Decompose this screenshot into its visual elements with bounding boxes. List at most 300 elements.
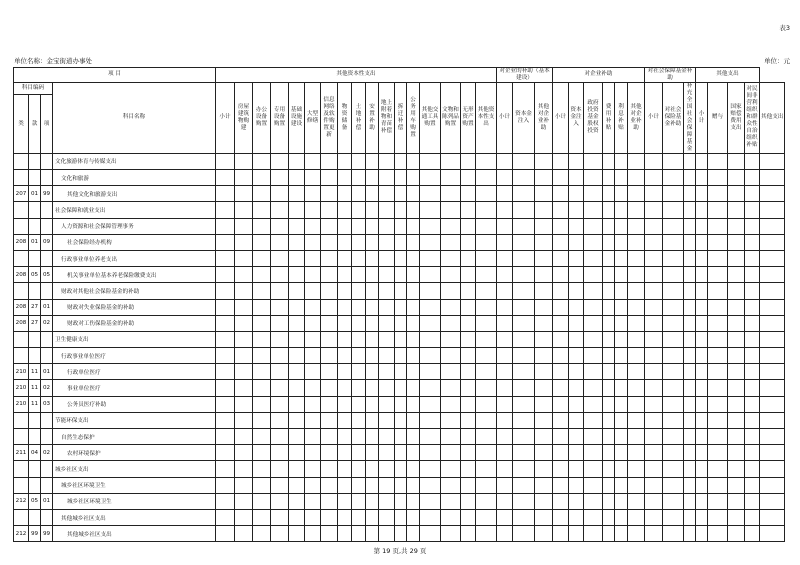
subject-code-lei	[14, 202, 29, 218]
column-header: 其他资本性支出	[476, 82, 497, 153]
table-row	[14, 348, 785, 364]
value-cell	[366, 250, 379, 266]
value-cell	[305, 493, 321, 509]
value-cell	[305, 429, 321, 445]
value-cell	[379, 331, 395, 347]
value-cell	[321, 526, 338, 542]
value-cell	[216, 250, 235, 266]
value-cell	[338, 186, 352, 202]
value-cell	[407, 493, 420, 509]
value-cell	[235, 186, 253, 202]
value-cell	[684, 267, 696, 283]
value-cell	[321, 315, 338, 331]
subject-code-kuan: 27	[29, 299, 41, 315]
value-cell	[338, 299, 352, 315]
value-cell	[645, 380, 663, 396]
value-cell	[708, 331, 728, 347]
subject-name: 文化旅游体育与传媒支出	[53, 153, 216, 169]
value-cell	[461, 348, 476, 364]
value-cell	[728, 153, 745, 169]
value-cell	[235, 429, 253, 445]
value-cell	[321, 396, 338, 412]
value-cell	[663, 283, 684, 299]
value-cell	[584, 315, 603, 331]
subject-code-lei: 210	[14, 364, 29, 380]
value-cell	[553, 348, 569, 364]
value-cell	[684, 412, 696, 428]
value-cell	[615, 396, 628, 412]
subject-code-lei: 208	[14, 315, 29, 331]
value-cell	[684, 396, 696, 412]
value-cell	[420, 493, 441, 509]
value-cell	[645, 250, 663, 266]
value-cell	[628, 477, 645, 493]
value-cell	[628, 218, 645, 234]
value-cell	[684, 429, 696, 445]
value-cell	[420, 526, 441, 542]
value-cell	[441, 412, 461, 428]
value-cell	[305, 186, 321, 202]
value-cell	[420, 250, 441, 266]
value-cell	[760, 493, 785, 509]
value-cell	[420, 234, 441, 250]
table-row	[14, 218, 785, 234]
column-header: 信息网络及软件购置更新	[321, 82, 338, 153]
value-cell	[461, 331, 476, 347]
value-cell	[379, 170, 395, 186]
value-cell	[338, 445, 352, 461]
value-cell	[696, 477, 708, 493]
value-cell	[321, 461, 338, 477]
value-cell	[476, 234, 497, 250]
value-cell	[289, 396, 305, 412]
value-cell	[253, 429, 271, 445]
value-cell	[441, 299, 461, 315]
value-cell	[289, 218, 305, 234]
value-cell	[584, 202, 603, 218]
value-cell	[645, 267, 663, 283]
value-cell	[461, 267, 476, 283]
subject-code-kuan	[29, 153, 41, 169]
value-cell	[628, 186, 645, 202]
value-cell	[615, 267, 628, 283]
value-cell	[420, 412, 441, 428]
value-cell	[379, 283, 395, 299]
value-cell	[745, 202, 760, 218]
subject-code-lei: 210	[14, 396, 29, 412]
value-cell	[708, 493, 728, 509]
value-cell	[684, 445, 696, 461]
value-cell	[615, 186, 628, 202]
value-cell	[395, 509, 407, 525]
value-cell	[553, 493, 569, 509]
value-cell	[420, 153, 441, 169]
value-cell	[696, 267, 708, 283]
value-cell	[760, 250, 785, 266]
value-cell	[663, 299, 684, 315]
value-cell	[628, 331, 645, 347]
value-cell	[461, 234, 476, 250]
column-header: 利息补贴	[615, 82, 628, 153]
value-cell	[513, 331, 535, 347]
value-cell	[461, 396, 476, 412]
value-cell	[407, 396, 420, 412]
value-cell	[420, 186, 441, 202]
subject-name: 社会保障和就业支出	[53, 202, 216, 218]
value-cell	[461, 218, 476, 234]
value-cell	[615, 380, 628, 396]
value-cell	[535, 412, 553, 428]
value-cell	[407, 509, 420, 525]
value-cell	[584, 250, 603, 266]
value-cell	[684, 186, 696, 202]
value-cell	[708, 170, 728, 186]
value-cell	[235, 526, 253, 542]
value-cell	[497, 412, 513, 428]
subject-code-xiang: 09	[41, 234, 53, 250]
value-cell	[441, 218, 461, 234]
value-cell	[497, 331, 513, 347]
value-cell	[708, 412, 728, 428]
value-cell	[708, 461, 728, 477]
column-header: 资本金注入	[513, 82, 535, 153]
value-cell	[216, 153, 235, 169]
value-cell	[696, 364, 708, 380]
value-cell	[513, 412, 535, 428]
value-cell	[271, 364, 289, 380]
value-cell	[569, 445, 584, 461]
value-cell	[708, 250, 728, 266]
value-cell	[352, 299, 366, 315]
value-cell	[352, 348, 366, 364]
subject-name: 文化和旅游	[53, 170, 216, 186]
value-cell	[708, 186, 728, 202]
value-cell	[253, 267, 271, 283]
table-row	[14, 202, 785, 218]
value-cell	[216, 429, 235, 445]
value-cell	[684, 153, 696, 169]
value-cell	[420, 461, 441, 477]
subject-code-lei: 208	[14, 234, 29, 250]
subject-name: 城乡社区环境卫生	[53, 493, 216, 509]
value-cell	[684, 250, 696, 266]
value-cell	[305, 396, 321, 412]
value-cell	[461, 380, 476, 396]
value-cell	[352, 250, 366, 266]
value-cell	[420, 299, 441, 315]
value-cell	[271, 509, 289, 525]
value-cell	[271, 412, 289, 428]
value-cell	[497, 509, 513, 525]
subject-code-lei: 210	[14, 380, 29, 396]
value-cell	[441, 202, 461, 218]
value-cell	[441, 364, 461, 380]
subject-code-xiang: 01	[41, 364, 53, 380]
subject-code-xiang	[41, 202, 53, 218]
value-cell	[407, 267, 420, 283]
value-cell	[535, 509, 553, 525]
value-cell	[338, 202, 352, 218]
value-cell	[745, 283, 760, 299]
subject-code-lei: 208	[14, 299, 29, 315]
group-header-other-capital: 其他资本性支出	[216, 68, 497, 83]
value-cell	[461, 170, 476, 186]
value-cell	[407, 526, 420, 542]
value-cell	[513, 250, 535, 266]
value-cell	[745, 234, 760, 250]
value-cell	[253, 364, 271, 380]
value-cell	[728, 250, 745, 266]
value-cell	[395, 153, 407, 169]
value-cell	[584, 283, 603, 299]
subject-code-xiang	[41, 348, 53, 364]
value-cell	[628, 315, 645, 331]
subject-code-lei: 207	[14, 186, 29, 202]
value-cell	[253, 412, 271, 428]
value-cell	[420, 445, 441, 461]
value-cell	[569, 299, 584, 315]
value-cell	[352, 380, 366, 396]
subject-name: 行政事业单位养老支出	[53, 250, 216, 266]
value-cell	[535, 445, 553, 461]
value-cell	[745, 348, 760, 364]
value-cell	[235, 364, 253, 380]
value-cell	[420, 267, 441, 283]
value-cell	[420, 315, 441, 331]
table-row	[14, 445, 785, 461]
value-cell	[395, 445, 407, 461]
column-header: 土地补偿	[352, 82, 366, 153]
value-cell	[684, 283, 696, 299]
value-cell	[553, 526, 569, 542]
lei-header: 类	[14, 95, 29, 154]
value-cell	[696, 461, 708, 477]
value-cell	[696, 250, 708, 266]
value-cell	[235, 202, 253, 218]
value-cell	[379, 412, 395, 428]
value-cell	[289, 234, 305, 250]
value-cell	[728, 461, 745, 477]
value-cell	[253, 299, 271, 315]
value-cell	[305, 267, 321, 283]
value-cell	[271, 299, 289, 315]
value-cell	[553, 170, 569, 186]
value-cell	[615, 234, 628, 250]
value-cell	[305, 461, 321, 477]
value-cell	[645, 461, 663, 477]
value-cell	[696, 493, 708, 509]
value-cell	[745, 186, 760, 202]
value-cell	[216, 170, 235, 186]
value-cell	[603, 170, 615, 186]
value-cell	[497, 445, 513, 461]
value-cell	[497, 315, 513, 331]
value-cell	[321, 234, 338, 250]
value-cell	[395, 396, 407, 412]
value-cell	[728, 477, 745, 493]
value-cell	[352, 218, 366, 234]
subject-code-xiang	[41, 250, 53, 266]
table-row	[14, 315, 785, 331]
value-cell	[760, 445, 785, 461]
value-cell	[603, 477, 615, 493]
subject-name: 其他城乡社区支出	[53, 526, 216, 542]
table-row	[14, 234, 785, 250]
value-cell	[745, 493, 760, 509]
subject-code-xiang	[41, 283, 53, 299]
value-cell	[584, 348, 603, 364]
value-cell	[407, 461, 420, 477]
value-cell	[696, 315, 708, 331]
value-cell	[663, 461, 684, 477]
value-cell	[708, 477, 728, 493]
value-cell	[584, 234, 603, 250]
value-cell	[569, 396, 584, 412]
value-cell	[253, 445, 271, 461]
value-cell	[497, 153, 513, 169]
subject-name: 机关事业单位基本养老保险缴费支出	[53, 267, 216, 283]
value-cell	[476, 526, 497, 542]
value-cell	[253, 186, 271, 202]
value-cell	[513, 348, 535, 364]
value-cell	[352, 153, 366, 169]
value-cell	[395, 348, 407, 364]
value-cell	[696, 218, 708, 234]
value-cell	[441, 234, 461, 250]
value-cell	[745, 299, 760, 315]
subject-code-xiang: 03	[41, 396, 53, 412]
subject-code-header: 科目编码	[14, 82, 53, 94]
value-cell	[745, 331, 760, 347]
value-cell	[535, 234, 553, 250]
subject-code-lei	[14, 348, 29, 364]
value-cell	[235, 234, 253, 250]
value-cell	[379, 315, 395, 331]
value-cell	[760, 170, 785, 186]
value-cell	[305, 509, 321, 525]
value-cell	[420, 364, 441, 380]
value-cell	[235, 315, 253, 331]
value-cell	[645, 429, 663, 445]
column-header: 大型修缮	[305, 82, 321, 153]
value-cell	[569, 218, 584, 234]
value-cell	[253, 461, 271, 477]
value-cell	[615, 461, 628, 477]
value-cell	[352, 412, 366, 428]
value-cell	[366, 509, 379, 525]
value-cell	[305, 412, 321, 428]
value-cell	[395, 218, 407, 234]
value-cell	[352, 234, 366, 250]
value-cell	[569, 429, 584, 445]
value-cell	[553, 461, 569, 477]
value-cell	[535, 202, 553, 218]
value-cell	[476, 477, 497, 493]
value-cell	[760, 267, 785, 283]
value-cell	[253, 526, 271, 542]
subject-name: 其他文化和旅游支出	[53, 186, 216, 202]
value-cell	[728, 283, 745, 299]
value-cell	[663, 477, 684, 493]
value-cell	[235, 283, 253, 299]
value-cell	[628, 234, 645, 250]
value-cell	[603, 461, 615, 477]
value-cell	[684, 348, 696, 364]
value-cell	[235, 461, 253, 477]
value-cell	[645, 218, 663, 234]
subject-code-kuan: 05	[29, 267, 41, 283]
value-cell	[379, 477, 395, 493]
value-cell	[271, 493, 289, 509]
value-cell	[645, 445, 663, 461]
value-cell	[321, 218, 338, 234]
value-cell	[271, 461, 289, 477]
value-cell	[645, 315, 663, 331]
value-cell	[603, 202, 615, 218]
value-cell	[603, 315, 615, 331]
value-cell	[513, 153, 535, 169]
value-cell	[321, 250, 338, 266]
value-cell	[271, 526, 289, 542]
value-cell	[338, 267, 352, 283]
value-cell	[271, 315, 289, 331]
value-cell	[645, 202, 663, 218]
value-cell	[476, 380, 497, 396]
value-cell	[603, 250, 615, 266]
column-header: 基础设施建设	[289, 82, 305, 153]
value-cell	[603, 509, 615, 525]
value-cell	[584, 412, 603, 428]
value-cell	[305, 445, 321, 461]
value-cell	[338, 509, 352, 525]
value-cell	[513, 380, 535, 396]
value-cell	[553, 509, 569, 525]
value-cell	[497, 493, 513, 509]
value-cell	[476, 509, 497, 525]
subject-code-lei	[14, 283, 29, 299]
value-cell	[366, 477, 379, 493]
value-cell	[663, 493, 684, 509]
value-cell	[271, 380, 289, 396]
value-cell	[553, 315, 569, 331]
value-cell	[379, 509, 395, 525]
column-header: 拆迁补偿	[395, 82, 407, 153]
subject-code-kuan: 05	[29, 493, 41, 509]
value-cell	[305, 234, 321, 250]
value-cell	[476, 461, 497, 477]
value-cell	[216, 218, 235, 234]
value-cell	[615, 299, 628, 315]
table-row	[14, 477, 785, 493]
value-cell	[645, 526, 663, 542]
table-row	[14, 412, 785, 428]
value-cell	[553, 186, 569, 202]
value-cell	[216, 299, 235, 315]
value-cell	[603, 493, 615, 509]
value-cell	[645, 186, 663, 202]
value-cell	[379, 348, 395, 364]
value-cell	[338, 218, 352, 234]
value-cell	[338, 526, 352, 542]
subject-code-kuan	[29, 412, 41, 428]
value-cell	[535, 526, 553, 542]
value-cell	[708, 348, 728, 364]
value-cell	[305, 477, 321, 493]
value-cell	[352, 396, 366, 412]
subject-name: 财政对工伤保险基金的补助	[53, 315, 216, 331]
value-cell	[271, 445, 289, 461]
value-cell	[696, 234, 708, 250]
